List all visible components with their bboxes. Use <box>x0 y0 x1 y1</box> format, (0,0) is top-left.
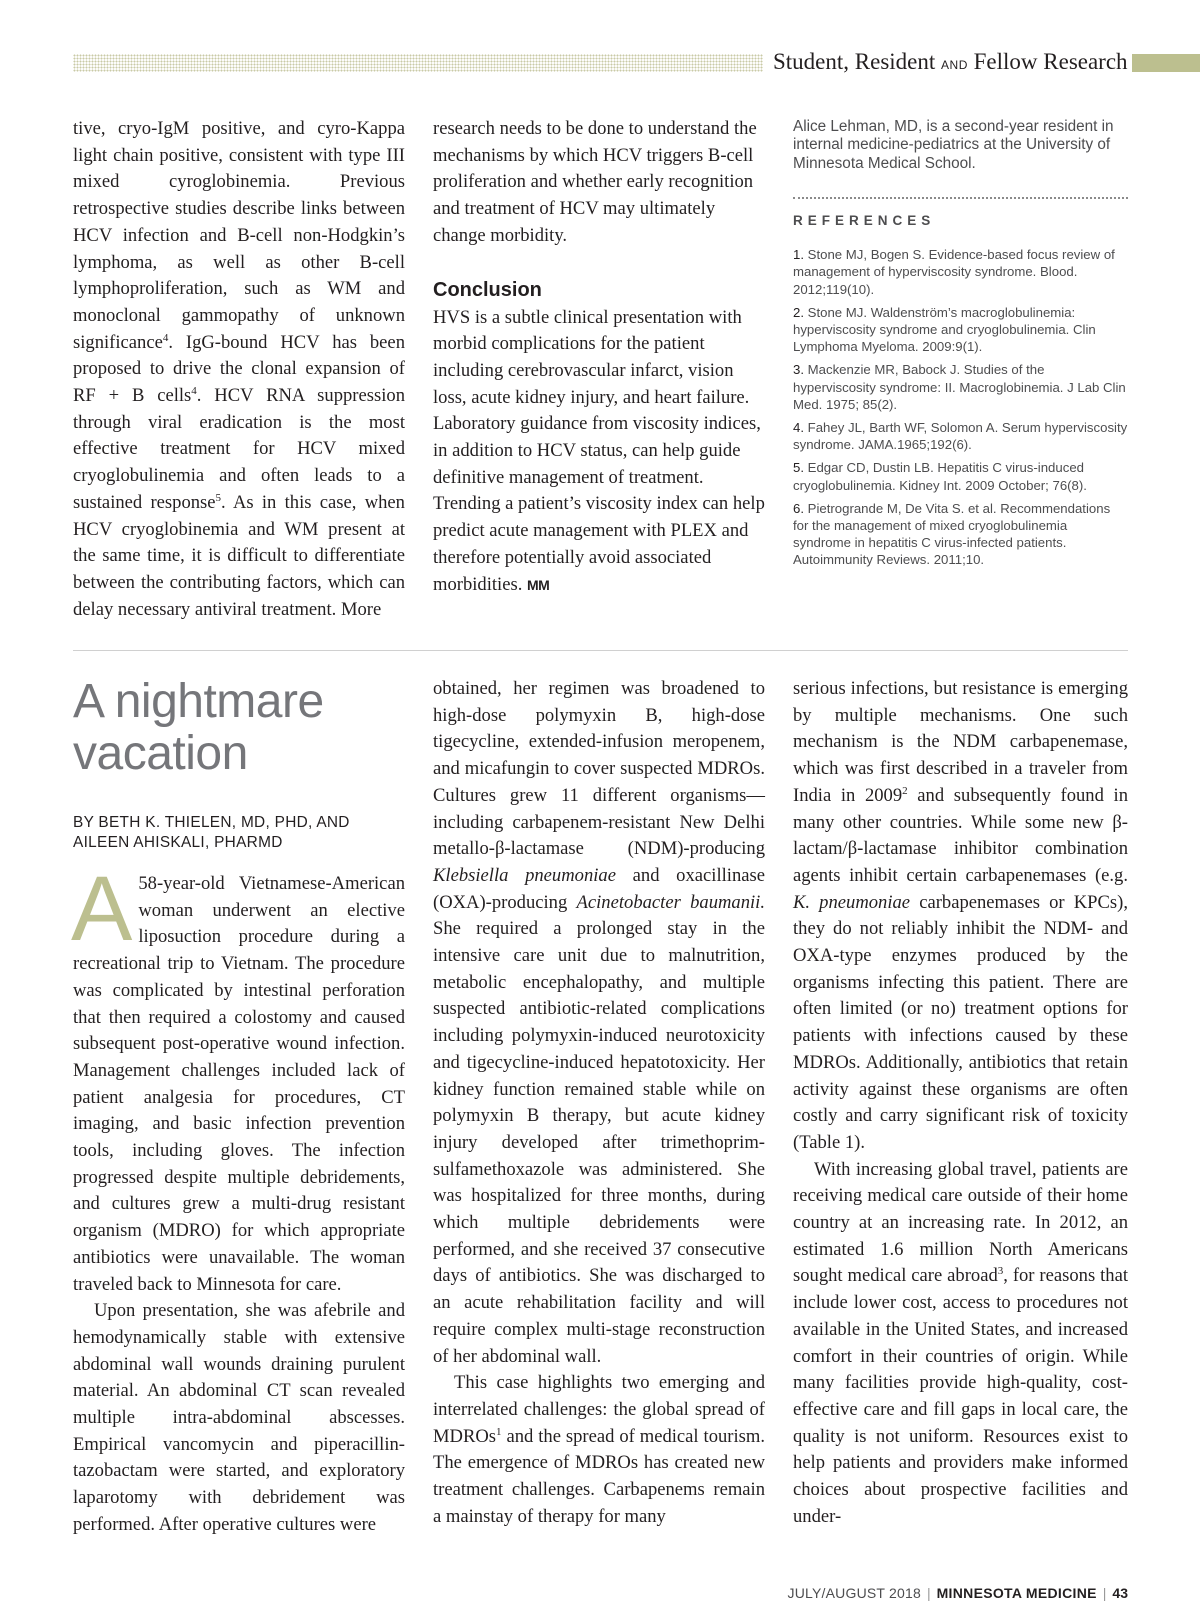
reference-number: 5. <box>793 460 804 476</box>
citation-sup: 2 <box>902 784 908 797</box>
citation-sup: 4 <box>162 331 169 344</box>
section-title-part2: Fellow Research <box>973 49 1128 74</box>
reference-item <box>793 246 1128 298</box>
reference-item <box>793 459 1128 493</box>
reference-text: Mackenzie MR, Babock J. Studies of the hyperviscosity syndrome: II. Macroglobinemia. J Lab Clin Med. 1975; 85(2). <box>793 362 1126 412</box>
article-paragraph <box>793 1157 1128 1531</box>
reference-number: 6. <box>793 500 804 516</box>
organism-name: Acinetobacter baumanii. <box>576 891 765 913</box>
article-paragraph <box>793 676 1128 1157</box>
citation-sup: 4 <box>191 384 197 397</box>
footer-magazine: MINNESOTA MEDICINE <box>936 1585 1097 1601</box>
top-article-column-3 <box>793 118 1128 575</box>
reference-item <box>793 361 1128 413</box>
top-article-paragraph: research needs to be done to understand the mechanisms by which HCV triggers B-cell proliferation and whether early recognition and treatment of HCV may ultimately change morbidity. <box>433 118 757 246</box>
title-line: A nightmare <box>73 675 324 728</box>
section-title-and: AND <box>941 58 968 72</box>
reference-number: 1. <box>793 247 804 263</box>
section-divider <box>73 650 1128 651</box>
text-run: and subsequently found in many other countries. While some new β-lactam/β-lactamase inhibitor combination agents inhibit certain carbapenemases (e.g. <box>793 784 1129 886</box>
text-run: obtained, her regimen was broadened to high-dose polymyxin B, high-dose tigecycline, extended-infusion meropenem, and micafungin to cover suspected MDROs. Cultures grew 11 different organisms—including carbapenem-resistant New Delhi metallo-β-lactamase (NDM)-producing <box>433 678 765 860</box>
article-paragraph <box>433 676 765 1370</box>
conclusion-paragraph <box>433 305 765 599</box>
reference-item <box>793 500 1128 569</box>
page-footer <box>788 1584 1128 1602</box>
text-run: . As in this case, when HCV cryoglobinemia and WM present at the same time, it is difficult to differentiate between the contributing factors, which can delay necessary antiviral treatment. More <box>73 491 405 620</box>
article-title <box>73 676 405 780</box>
text-run: With increasing global travel, patients are receiving medical care outside of their home country at an increasing rate. In 2012, an estimated 1.6 million North Americans sought medical care abroad <box>793 1158 1128 1287</box>
text-run: , for reasons that include lower cost, access to procedures not available in the United States, and increased comfort in their countries of origin. While many facilities provide high-quality, cost-effective care and fill gaps in local care, the quality is not uniform. Resources exist to help patients and providers make informed choices about prospective facilities and under- <box>793 1265 1128 1527</box>
text-run: carbapenemases or KPCs), they do not reliably inhibit the NDM- and OXA-type enzymes produced by the organisms infecting this patient. There are often limited (or no) treatment options for patients with infections caused by these MDROs. Additionally, antibiotics that retain activity against these organisms are often costly and carry significant risk of toxicity (Table 1). <box>793 891 1128 1153</box>
text-run: 58-year-old Vietnamese-American woman underwent an elective liposuction procedure during a recreational trip to Vietnam. The procedure was complicated by intestinal perforation that then required a colostomy and caused subsequent post-operative wound infection. Management challenges included lack of patient analgesia for procedures, CT imaging, and basic infection prevention tools, including gloves. The infection progressed despite multiple debridements, and cultures grew a multi-drug resistant organism (MDRO) for which appropriate antibiotics were unavailable. The woman traveled back to Minnesota for care. <box>73 873 405 1295</box>
drop-cap: A <box>71 858 133 960</box>
end-mark: MM <box>527 576 550 593</box>
text-run: . HCV RNA suppression through viral eradication is the most effective treatment for HCV mixed cryoglobulinemia and often leads to a sustained response <box>73 385 405 513</box>
header-accent-tab <box>1132 54 1200 72</box>
footer-issue: JULY/AUGUST 2018 <box>787 1585 921 1601</box>
reference-text: Edgar CD, Dustin LB. Hepatitis C virus-induced cryoglobulinemia. Kidney Int. 2009 October; 76(8). <box>793 460 1087 493</box>
article-paragraph: Upon presentation, she was afebrile and hemodynamically stable with extensive abdominal wall wounds draining purulent material. An abdominal CT scan revealed multiple intra-abdominal abscesses. Empirical vancomycin and piperacillin-tazobactam were started, and exploratory laparotomy with debridement was performed. After operative cultures were <box>73 1300 405 1535</box>
reference-text: Stone MJ. Waldenström’s macroglobulinemia: hyperviscosity syndrome and cryoglobulinemia. Clin Lymphoma Myeloma. 2009:9(1). <box>793 304 1096 355</box>
top-article-column-1 <box>73 116 405 623</box>
text-run: and oxacillinase (OXA)-producing <box>433 864 765 913</box>
section-title <box>773 47 1128 77</box>
reference-item <box>793 419 1128 453</box>
citation-sup: 1 <box>496 1425 502 1438</box>
header-dot-band <box>73 54 763 72</box>
byline-line: BY BETH K. THIELEN, MD, PHD, AND <box>73 814 350 831</box>
article-column-2 <box>433 676 765 1531</box>
citation-sup: 5 <box>215 491 222 504</box>
article-paragraph <box>433 1370 765 1530</box>
article-column-3 <box>793 676 1128 1531</box>
byline-line: AILEEN AHISKALI, PHARMD <box>73 834 283 851</box>
text-run: She required a prolonged stay in the intensive care unit due to malnutrition, metabolic encephalopathy, and multiple suspected antibiotic-related complications including polymyxin-induced neurotoxicity and tigecycline-induced hepatotoxicity. Her kidney function remained stable while on polymyxin B therapy, but acute kidney injury developed after trimethoprim-sulfamethoxazole was administered. She was hospitalized for three months, during which multiple debridements were performed, and she received 37 consecutive days of antibiotics. She was discharged to an acute rehabilitation facility and will require complex multi-stage reconstruction of her abdominal wall. <box>433 918 765 1367</box>
title-line: vacation <box>73 727 248 780</box>
organism-name: K. pneumoniae <box>793 891 911 913</box>
article-paragraph <box>71 858 405 1298</box>
author-bio: Alice Lehman, MD, is a second-year resident in internal medicine-pediatrics at the University of Minnesota Medical School. <box>793 118 1114 172</box>
article-column-1 <box>73 676 405 1539</box>
text-run: serious infections, but resistance is emerging by multiple mechanisms. One such mechanism is the NDM carbapenemase, which was first described in a traveler from India in 2009 <box>793 678 1128 806</box>
conclusion-heading: Conclusion <box>433 278 542 301</box>
citation-sup: 3 <box>997 1265 1004 1278</box>
text-run: HVS is a subtle clinical presentation with morbid complications for the patient including cerebrovascular infarct, vision loss, acute kidney injury, and heart failure. Laboratory guidance from viscosity indices, in addition to HCV status, can help guide definitive management of treatment. Trending a patient’s viscosity index can help predict acute management with PLEX and therefore potentially avoid associated morbidities. <box>433 306 765 595</box>
footer-separator: | <box>926 1585 931 1601</box>
reference-item <box>793 304 1128 356</box>
organism-name: Klebsiella pneumoniae <box>433 864 616 886</box>
page-number: 43 <box>1112 1585 1128 1601</box>
text-run: This case highlights two emerging and interrelated challenges: the global spread of MDROs <box>433 1372 765 1447</box>
reference-text: Stone MJ, Bogen S. Evidence-based focus review of management of hyperviscosity syndrome. Blood. 2012;119(10). <box>793 247 1115 297</box>
dotted-divider <box>793 197 1128 199</box>
top-article-paragraph <box>73 116 405 623</box>
references-heading: REFERENCES <box>793 213 936 229</box>
text-run: tive, cryo-IgM positive, and cyro-Kappa light chain positive, consistent with type III mixed cyroglobinemia. Previous retrospective studies describe links between HCV infection and B-cell non-Hodgkin’s lymphoma, as well as other B-cell lymphoproliferation, such as WM and monoclonal gammopathy of unknown significance <box>73 118 405 353</box>
section-title-part1: Student, Resident <box>773 49 936 74</box>
footer-separator: | <box>1102 1585 1107 1601</box>
references-list <box>793 246 1128 568</box>
reference-number: 4. <box>793 420 804 436</box>
text-run: and the spread of medical tourism. The emergence of MDROs has created new treatment challenges. Carbapenems remain a mainstay of therapy for many <box>433 1425 765 1527</box>
top-article-column-2 <box>433 116 765 598</box>
reference-number: 3. <box>793 362 804 378</box>
reference-text: Fahey JL, Barth WF, Solomon A. Serum hyperviscosity syndrome. JAMA.1965;192(6). <box>793 420 1128 453</box>
text-run: . IgG-bound HCV has been proposed to drive the clonal expansion of RF + B cells <box>73 331 405 407</box>
reference-text: Pietrogrande M, De Vita S. et al. Recommendations for the management of mixed cryoglobulinemia syndrome in hepatitis C virus-infected patients. Autoimmunity Reviews. 2011;10. <box>793 500 1111 568</box>
byline <box>73 813 405 853</box>
reference-number: 2. <box>793 304 804 320</box>
